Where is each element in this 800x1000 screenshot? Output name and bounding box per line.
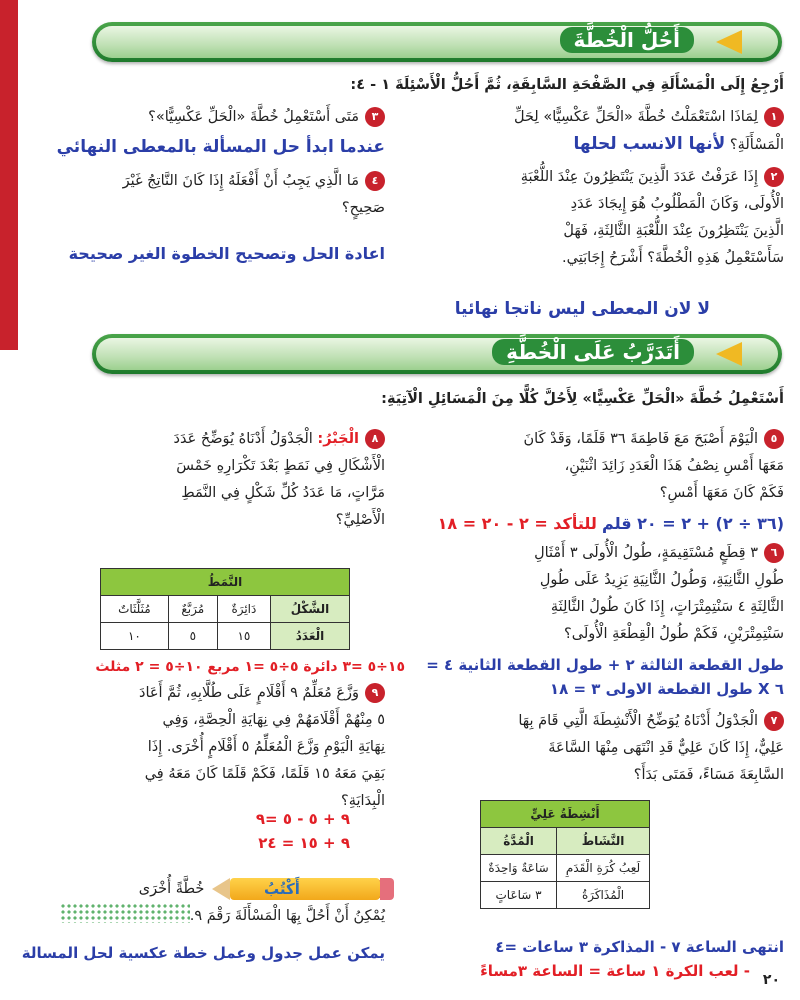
answer-text: ٦ X طول القطعة الاولى ٣ = ١٨: [549, 680, 784, 698]
question-text: الْأَشْكَالِ فِي نَمَطٍ بَعْدَ تَكْرَارِهِ خَمْسَ: [176, 458, 385, 474]
question-text: بَقِيَ مَعَهُ ١٥ قَلَمًا، فَكَمْ قَلَمًا كَانَ مَعَهُ فِي: [144, 766, 385, 782]
table-header: الْمُدَّةُ: [481, 828, 557, 855]
answer-text: يمكن عمل جدول وعمل خطة عكسية لحل المسالة: [21, 944, 385, 962]
question-title: خُطَّةً أُخْرَى: [138, 881, 205, 897]
question-text: لِمَاذَا اسْتَعْمَلْتُ خُطَّةَ «الْحَلِّ عَكْسِيًّا» لِحَلِّ: [513, 109, 758, 125]
activities-table: [480, 800, 650, 909]
question-4: [15, 168, 385, 222]
question-text: مَا الَّذِي يَجِبُ أَنْ أَفْعَلَهُ إِذَا كَانَ النَّاتِجُ غَيْرَ: [122, 173, 359, 189]
question-text: إِذَا عَرَفْتُ عَدَدَ الَّذِينَ يَنْتَظِرُونَ عِنْدَ اللُّعْبَةِ: [520, 169, 758, 185]
question-text: سَنْتِمِتْرَيْنِ، فَكَمْ طُولُ الْقِطْعَةِ الْأُولَى؟: [564, 626, 784, 642]
section-title: أَتَدَرَّبُ عَلَى الْخُطَّةِ: [492, 339, 694, 365]
question-text: الْمَسْأَلَةِ؟: [729, 137, 784, 153]
question-number: ٩: [365, 683, 385, 703]
table-cell: مُرَبَّعٌ: [168, 596, 217, 623]
question-8: [15, 426, 385, 534]
question-label: الْجَبْرُ:: [317, 431, 359, 447]
question-text: مَعَهَا أَمْسِ نِصْفُ هَذَا الْعَدَدِ زَائِدَ اثْنَيْنِ،: [564, 458, 784, 474]
question-number: ٨: [365, 429, 385, 449]
section-header-practice: [92, 334, 782, 374]
answer-text: عندما ابدأ حل المسألة بالمعطى النهائي: [56, 137, 385, 157]
arrow-icon: [716, 342, 742, 366]
question-text: فَكَمْ كَانَ مَعَهَا أَمْسِ؟: [659, 485, 784, 501]
question-9: [15, 680, 385, 815]
question-text: الْأَصْلِيِّ؟: [335, 512, 385, 528]
question-number: ٢: [764, 167, 784, 187]
table-cell: مُثَلَّثَاتٌ: [101, 596, 169, 623]
answer-text: لا لان المعطى ليس ناتجا نهائيا: [454, 299, 710, 319]
section-title: أَحُلُّ الْخُطَّةَ: [560, 27, 694, 53]
question-text: طُولِ الثَّانِيَةِ، وَطُولُ الثَّانِيَةِ يَزِيدُ عَلَى طُولِ: [539, 572, 784, 588]
question-text: الثَّالِثَةِ ٤ سَنْتِمِتْرَاتٍ، إِذَا كَانَ طُولُ الثَّالِثَةِ: [550, 599, 784, 615]
table-header: الْعَدَدُ: [270, 623, 349, 650]
table-cell: لَعِبُ كُرَةِ الْقَدَمِ: [557, 855, 650, 882]
pattern-table: [100, 568, 350, 650]
question-text: مَرَّاتٍ، مَا عَدَدُ كُلِّ شَكْلٍ فِي النَّمَطِ: [181, 485, 385, 501]
table-cell: ١٥: [217, 623, 270, 650]
question-text: مَتَى أَسْتَعْمِلُ خُطَّةَ «الْحَلِّ عَكْسِيًّا»؟: [148, 109, 359, 125]
dots-decoration: [60, 903, 190, 923]
table-title: النَّمَطُ: [101, 569, 350, 596]
question-text: عَلِيٌّ، إِذَا كَانَ عَلِيٌّ قَدِ انْتَهَى مِنْهَا السَّاعَةَ: [548, 740, 784, 756]
answer-text: ١٥÷٥ =٣ دائرة ٥÷٥ =١ مربع ١٠÷٥ = ٢ مثلث: [95, 659, 405, 675]
table-cell: ١٠: [101, 623, 169, 650]
answer-text: انتهى الساعة ٧ - المذاكرة ٣ ساعات =٤: [495, 938, 784, 956]
question-text: الْيَوْمَ أَصْبَحَ مَعَ فَاطِمَةَ ٣٦ قَلَمًا، وَقَدْ كَانَ: [523, 431, 758, 447]
answer-text: ٩ + ٥ - ٥ =٩: [255, 810, 350, 828]
question-text: يُمْكِنُ أَنْ أَحُلَّ بِهَا الْمَسْأَلَةَ رَقْمَ ٩.: [189, 908, 385, 924]
answer-text: ٩ + ١٥ = ٢٤: [258, 834, 350, 852]
question-text: وَزَّعَ مُعَلِّمٌ ٩ أَقْلَامٍ عَلَى طُلَّابِهِ، ثُمَّ أَعَادَ: [139, 685, 359, 701]
question-number: ١: [764, 107, 784, 127]
table-cell: دَائِرَةٌ: [217, 596, 270, 623]
table-cell: سَاعَةٌ وَاحِدَةٌ: [481, 855, 557, 882]
table-cell: الْمُذَاكَرَةُ: [557, 882, 650, 909]
question-number: ٦: [764, 543, 784, 563]
question-text: الْبِدَايَةِ؟: [341, 793, 385, 809]
question-7: [404, 708, 784, 789]
question-2: [404, 164, 784, 272]
question-5: [404, 426, 784, 507]
question-text: الْجَدْوَلُ أَدْنَاهُ يُوَضِّحُ عَدَدَ: [173, 431, 313, 447]
question-text: ٣ قِطَعٍ مُسْتَقِيمَةٍ، طُولُ الْأُولَى ٣ أَمْثَالِ: [534, 545, 758, 561]
section-header-solve: [92, 22, 782, 62]
answer-line: [384, 510, 784, 537]
question-text: الَّذِينَ يَنْتَظِرُونَ عِنْدَ اللُّعْبَةِ الثَّالِثَةِ، فَهَلْ: [563, 223, 784, 239]
instruction: أَسْتَعْمِلُ خُطَّةَ «الْحَلِّ عَكْسِيًّا» لِأَحُلَّ كُلًّا مِنَ الْمَسَائِلِ الْآتِيَةِ:: [381, 391, 784, 407]
question-number: ٧: [764, 711, 784, 731]
table-header: النَّشَاطُ: [557, 828, 650, 855]
question-text: الْأُولَى، وَكَانَ الْمَطْلُوبُ هُوَ إِيجَادَ عَدَدِ: [570, 196, 784, 212]
question-text: الْجَدْوَلُ أَدْنَاهُ يُوَضِّحُ الْأَنْشِطَةَ الَّتِي قَامَ بِهَا: [518, 713, 758, 729]
question-text: السَّابِعَةَ مَسَاءً، فَمَتَى بَدَأَ؟: [633, 767, 784, 783]
question-number: ٤: [365, 171, 385, 191]
question-6: [404, 540, 784, 648]
table-title: أَنْشِطَةُ عَلِيٍّ: [481, 801, 650, 828]
answer-text: اعادة الحل وتصحيح الخطوة الغير صحيحة: [68, 244, 385, 263]
answer-text: (٣٦ ÷ ٢) + ٢ = ٢٠ قلم: [602, 514, 784, 533]
answer-text: لأنها الانسب لحلها: [573, 134, 726, 154]
question-text: سَأَسْتَعْمِلُ هَذِهِ الْخُطَّةَ؟ أَشْرَحُ إِجَابَتِي.: [562, 250, 784, 266]
question-text: ٥ مِنْهُمْ أَقْلَامَهُمْ فِي نِهَايَةِ الْحِصَّةِ، وَفِي: [162, 712, 385, 728]
question-number: ٥: [764, 429, 784, 449]
table-header: الشَّكْلُ: [270, 596, 349, 623]
question-text: صَحِيحٍ؟: [341, 200, 385, 216]
pencil-label: أَكْتُبُ: [264, 880, 300, 898]
table-cell: ٣ سَاعَاتٍ: [481, 882, 557, 909]
question-text: نِهَايَةِ الْيَوْمِ وَزَّعَ الْمُعَلِّمُ ٥ أَقْلَامٍ أُخْرَى. إِذَا: [147, 739, 385, 755]
page-number: ٢٠: [762, 972, 780, 988]
answer-text: - لعب الكرة ١ ساعة = الساعة ٣مساءً: [480, 962, 750, 980]
question-3: [15, 104, 385, 131]
pencil-icon: [230, 878, 380, 900]
question-1: [404, 104, 784, 159]
table-cell: ٥: [168, 623, 217, 650]
instruction: أَرْجِعُ إِلَى الْمَسْأَلَةِ فِي الصَّفْحَةِ السَّابِقَةِ، ثُمَّ أَحُلُّ الْأَسْئِلَةَ ١ - ٤:: [350, 77, 784, 93]
arrow-icon: [716, 30, 742, 54]
answer-check: للتأكد = ٢ - ٢٠ = ١٨: [437, 514, 597, 533]
question-number: ٣: [365, 107, 385, 127]
answer-text: طول القطعة الثالثة ٢ + طول القطعة الثانية ٤ =: [426, 656, 784, 674]
